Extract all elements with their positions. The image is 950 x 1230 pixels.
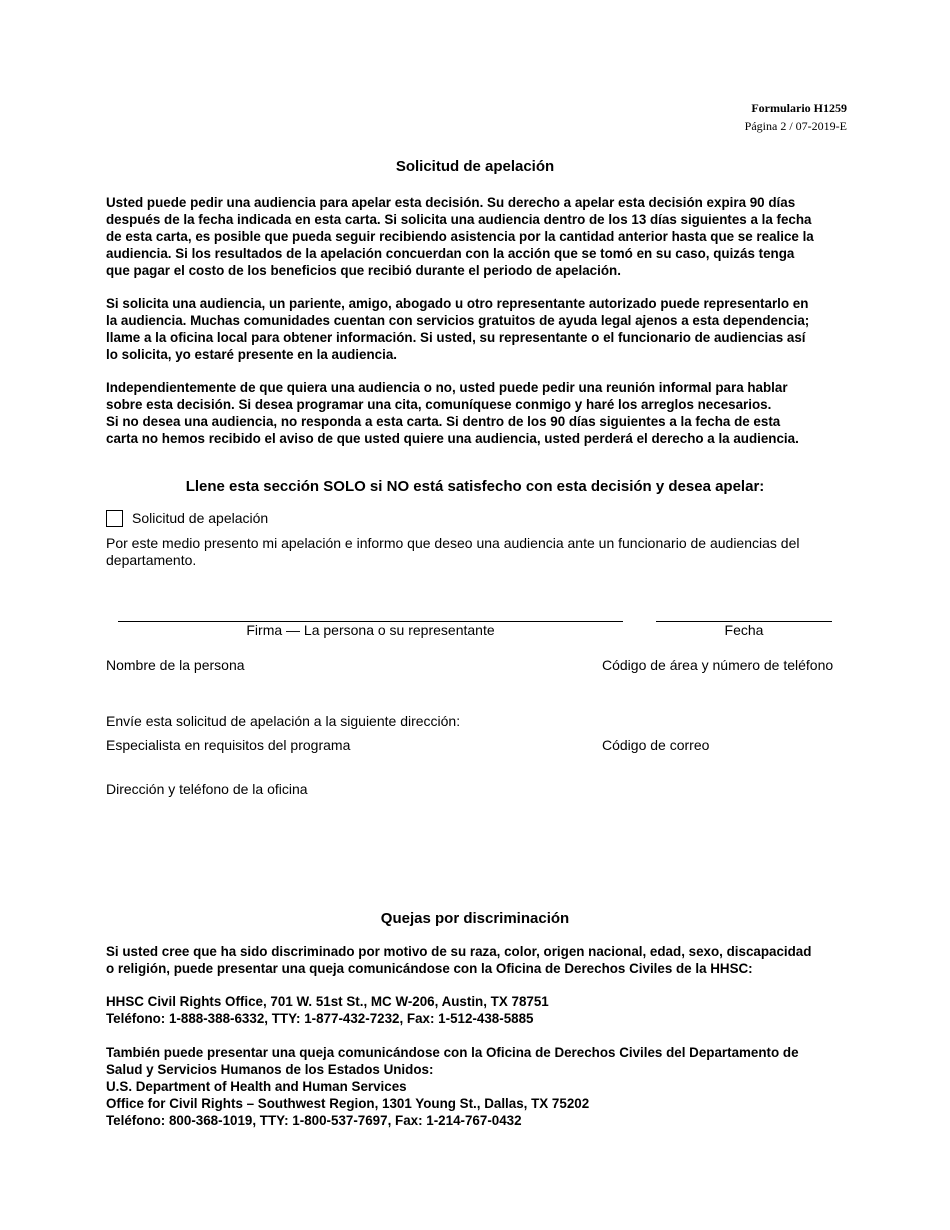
text-line: Independientemente de que quiera una audiencia o no, usted puede pedir una reunión informal para hablar bbox=[106, 380, 788, 395]
intro-paragraph-3 bbox=[106, 380, 851, 448]
text-line: Salud y Servicios Humanos de los Estados Unidos: bbox=[106, 1061, 434, 1077]
intro-paragraph-1 bbox=[106, 195, 851, 280]
text-line: departamento. bbox=[106, 552, 197, 568]
date-label: Fecha bbox=[724, 622, 764, 638]
checkbox-label: Solicitud de apelación bbox=[132, 510, 269, 526]
person-name-label: Nombre de la persona bbox=[106, 657, 245, 673]
page-info: Página 2 / 07-2019-E bbox=[744, 119, 847, 133]
text-line: audiencia. Si los resultados de la apelación concuerdan con la acción que se tomó en su caso, quizás tenga bbox=[106, 245, 795, 261]
text-line: HHSC Civil Rights Office, 701 W. 51st St., MC W-206, Austin, TX 78751 bbox=[106, 994, 549, 1009]
text-line: o religión, puede presentar una queja comunicándose con la Oficina de Derechos Civiles de la HHSC: bbox=[106, 960, 753, 976]
text-line: la audiencia. Muchas comunidades cuentan con servicios gratuitos de ayuda legal ajenos a esta dependencia; bbox=[106, 312, 810, 328]
phone-label: Código de área y número de teléfono bbox=[602, 657, 834, 673]
appeal-request-checkbox[interactable] bbox=[106, 510, 123, 527]
text-line: También puede presentar una queja comunicándose con la Oficina de Derechos Civiles del Departamento de bbox=[106, 1045, 799, 1060]
text-line: Teléfono: 1-888-388-6332, TTY: 1-877-432-7232, Fax: 1-512-438-5885 bbox=[106, 1010, 534, 1026]
form-number: Formulario H1259 bbox=[751, 101, 847, 115]
text-line: Si no desea una audiencia, no responda a esta carta. Si dentro de los 90 días siguientes a la fecha de esta bbox=[106, 413, 781, 429]
send-to-label: Envíe esta solicitud de apelación a la siguiente dirección: bbox=[106, 713, 461, 729]
complaints-paragraph-2 bbox=[106, 994, 851, 1028]
text-line: U.S. Department of Health and Human Services bbox=[106, 1078, 407, 1094]
text-line: Usted puede pedir una audiencia para apelar esta decisión. Su derecho a apelar esta decisión expira 90 días bbox=[106, 195, 796, 210]
section-heading: Llene esta sección SOLO si NO está satisfecho con esta decisión y desea apelar: bbox=[185, 478, 765, 495]
text-line: Si solicita una audiencia, un pariente, amigo, abogado u otro representante autorizado puede representarlo en bbox=[106, 296, 809, 311]
text-line: Office for Civil Rights – Southwest Region, 1301 Young St., Dallas, TX 75202 bbox=[106, 1095, 590, 1111]
text-line: que pagar el costo de los beneficios que recibió durante el periodo de apelación. bbox=[106, 262, 621, 278]
office-label: Dirección y teléfono de la oficina bbox=[106, 781, 308, 797]
appeal-title: Solicitud de apelación bbox=[395, 158, 555, 175]
text-line: Si usted cree que ha sido discriminado por motivo de su raza, color, origen nacional, edad, sexo, discapacidad bbox=[106, 944, 812, 959]
intro-paragraph-2 bbox=[106, 296, 851, 364]
text-line: de esta carta, es posible que pueda seguir recibiendo asistencia por la cantidad anterior hasta que se realice la bbox=[106, 228, 814, 244]
complaints-paragraph-3 bbox=[106, 1045, 851, 1130]
complaints-paragraph-1 bbox=[106, 944, 851, 978]
text-line: llame a la oficina local para obtener información. Si usted, su representante o el funcionario de audiencias así bbox=[106, 329, 806, 345]
request-text bbox=[106, 535, 799, 569]
complaints-title: Quejas por discriminación bbox=[380, 910, 570, 927]
mail-code-label: Código de correo bbox=[602, 737, 710, 753]
text-line: después de la fecha indicada en esta carta. Si solicita una audiencia dentro de los 13 días siguientes a la fecha bbox=[106, 211, 812, 227]
text-line: lo solicita, yo estaré presente en la audiencia. bbox=[106, 346, 397, 362]
text-line: sobre esta decisión. Si desea programar una cita, comuníquese conmigo y haré los arreglos necesarios. bbox=[106, 396, 772, 412]
specialist-label: Especialista en requisitos del programa bbox=[106, 737, 351, 753]
text-line: Teléfono: 800-368-1019, TTY: 1-800-537-7697, Fax: 1-214-767-0432 bbox=[106, 1112, 522, 1128]
text-line: carta no hemos recibido el aviso de que usted quiere una audiencia, usted perderá el derecho a la audiencia. bbox=[106, 430, 799, 446]
signature-label: Firma — La persona o su representante bbox=[246, 622, 495, 638]
text-line: Por este medio presento mi apelación e informo que deseo una audiencia ante un funcionario de audiencias del bbox=[106, 535, 800, 551]
